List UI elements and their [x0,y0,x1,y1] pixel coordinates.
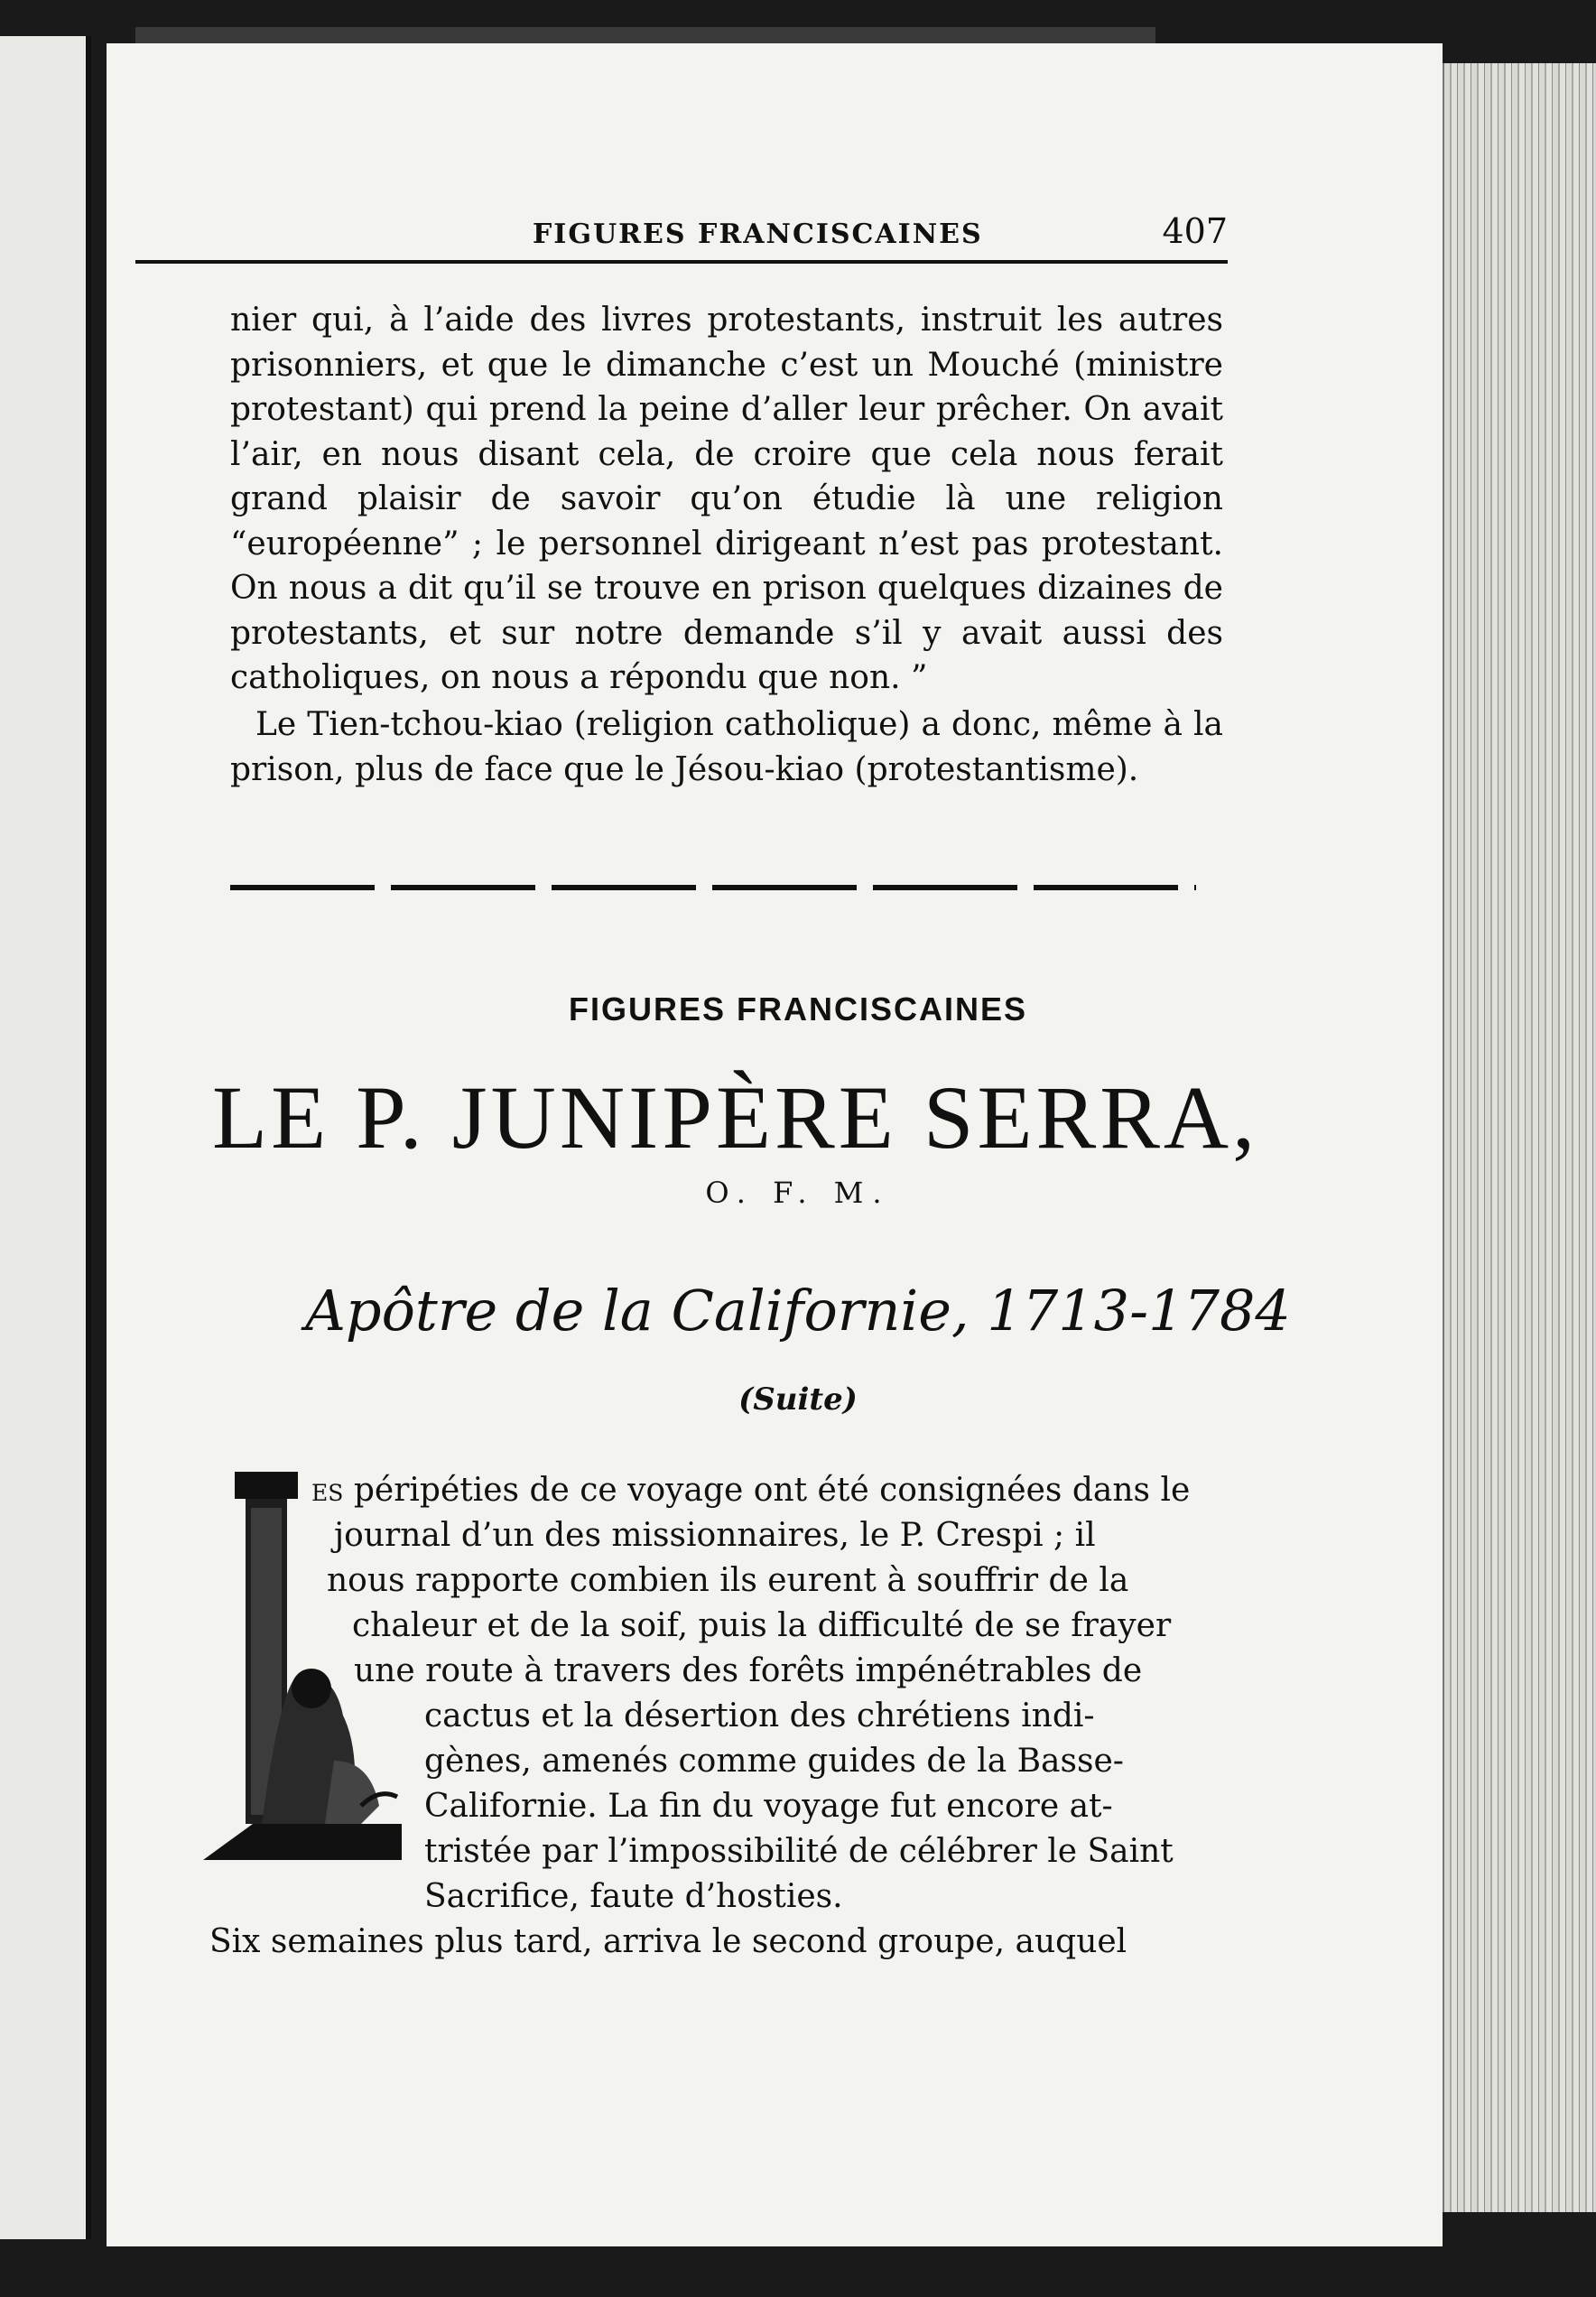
body-line-5: une route à travers des forêts impénétrables de [354,1652,1143,1689]
page-stack-edges [1443,63,1596,2212]
article-subtitle: Apôtre de la Californie, 1713-1784 [305,1278,1291,1344]
body-line-9: tristée par l’impossibilité de célébrer le Saint [424,1833,1174,1870]
religious-order: O. F. M. [705,1176,891,1210]
facing-page-edge [0,36,91,2239]
body-line-4: chaleur et de la soif, puis la difficulté de se frayer [352,1607,1172,1644]
body-line-10: Sacrifice, faute d’hosties. [424,1878,843,1915]
body-line-6: cactus et la désertion des chrétiens indi- [424,1697,1095,1734]
paragraph-conclusion: Le Tien-tchou-kiao (religion catholique) a donc, même à la prison, plus de face que le Jésou-kiao (protestantisme). [230,706,1223,788]
body-line-8: Californie. La fin du voyage fut encore at- [424,1788,1113,1825]
ornamental-divider [230,885,1196,890]
body-line-7: gènes, amenés comme guides de la Basse- [424,1743,1124,1780]
continuation-note: (Suite) [738,1381,858,1418]
body-line-2: journal d’un des missionnaires, le P. Crespi ; il [334,1517,1096,1554]
article-title: LE P. JUNIPÈRE SERRA, [212,1067,1259,1167]
running-head: FIGURES FRANCISCAINES [533,219,983,250]
book-top-edge [135,27,1155,45]
body-line-3: nous rapporte combien ils eurent à souffrir de la [327,1562,1129,1599]
page-header [135,206,1228,264]
section-heading: FIGURES FRANCISCAINES [568,990,1028,1028]
page-number: 407 [1162,211,1228,251]
body-line-11: Six semaines plus tard, arriva le second groupe, auquel [209,1923,1127,1960]
body-line-1: es péripéties de ce voyage ont été consignées dans le [311,1472,1191,1509]
paragraph-continued: nier qui, à l’aide des livres protestants, instruit les autres prisonniers, et que le dimanche c’est un Mouché (ministre protestant) qui prend la peine d’aller leur prêcher. On avait l’air, en nous disant cela, de croire que cela nous ferait grand plaisir de savoir qu’on étudie là une religion “européenne” ; le personnel dirigeant n’est pas protestant. On nous a dit qu’il se trouve en prison quelques dizaines de protestants, et sur notre demande s’il y avait aussi des catholiques, on nous a répondu que non. ” [230,302,1223,696]
